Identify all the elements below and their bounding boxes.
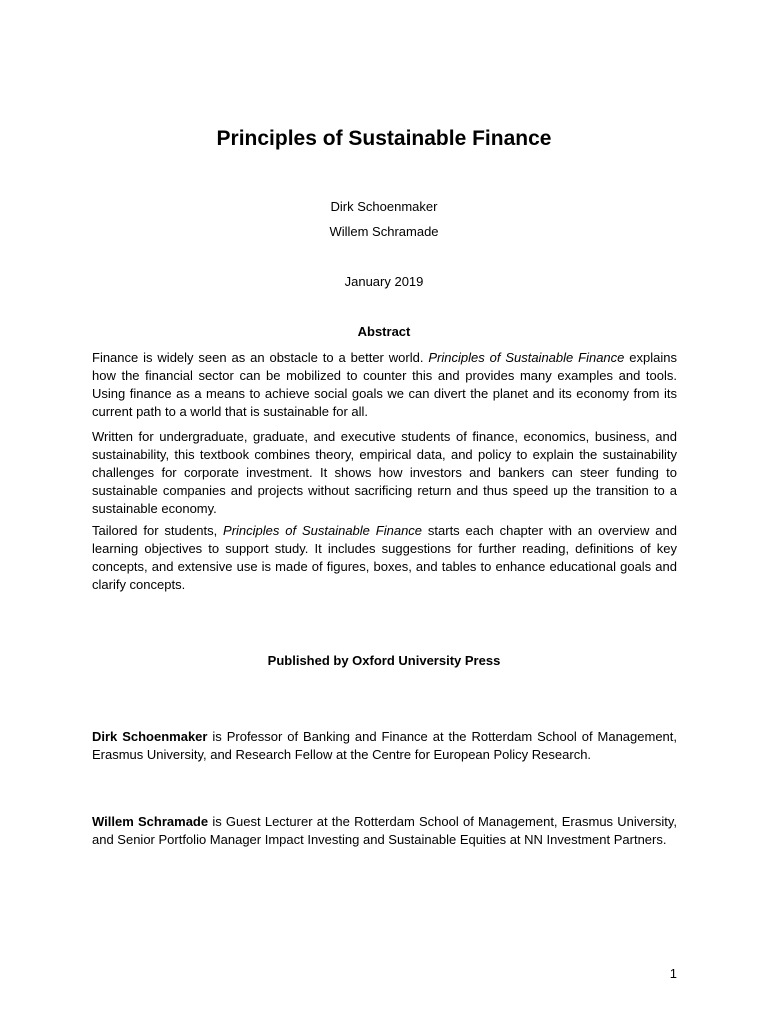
publication-date: January 2019	[344, 274, 424, 289]
publisher-line: Published by Oxford University Press	[267, 653, 501, 668]
abstract-paragraph	[92, 428, 677, 518]
paragraph-text: starts each chapter with an overview and learning objectives to support study. It includes suggestions for further reading, definitions of key concepts, and extensive use is made of figures, boxes, and tables to enhance educational goals and clarify concepts.	[92, 523, 677, 592]
author-bio	[92, 728, 677, 764]
author-name: Dirk Schoenmaker	[330, 199, 438, 214]
bio-text: is Guest Lecturer at the Rotterdam School of Management, Erasmus University, and Senior Portfolio Manager Impact Investing and Sustainable Equities at NN Investment Partners.	[92, 814, 677, 847]
bio-name: Dirk Schoenmaker	[92, 729, 208, 744]
abstract-heading: Abstract	[357, 324, 411, 339]
page-number: 1	[669, 966, 677, 981]
abstract-paragraph	[92, 349, 677, 421]
document-title: Principles of Sustainable Finance	[216, 127, 552, 150]
paragraph-text: Finance is widely seen as an obstacle to a better world.	[92, 350, 429, 365]
abstract-paragraph	[92, 522, 677, 594]
bio-name: Willem Schramade	[92, 814, 209, 829]
author-bio	[92, 813, 677, 849]
paragraph-text: explains how the financial sector can be mobilized to counter this and provides many examples and tools. Using finance as a means to achieve social goals we can divert the planet and its economy from its current path to a world that is sustainable for all.	[92, 350, 677, 419]
book-title-italic: Principles of Sustainable Finance	[428, 350, 625, 365]
author-name: Willem Schramade	[329, 224, 439, 239]
paragraph-text: Tailored for students,	[92, 523, 224, 538]
book-title-italic: Principles of Sustainable Finance	[223, 523, 423, 538]
paragraph-text: Written for undergraduate, graduate, and executive students of finance, economics, business, and sustainability, this textbook combines theory, empirical data, and policy to explain the sustainability challenges for corporate investment. It shows how investors and bankers can steer funding to sustainable companies and projects without sacrificing return and thus speed up the transition to a sustainable economy.	[92, 429, 677, 516]
bio-text: is Professor of Banking and Finance at the Rotterdam School of Management, Erasmus University, and Research Fellow at the Centre for European Policy Research.	[92, 729, 677, 762]
